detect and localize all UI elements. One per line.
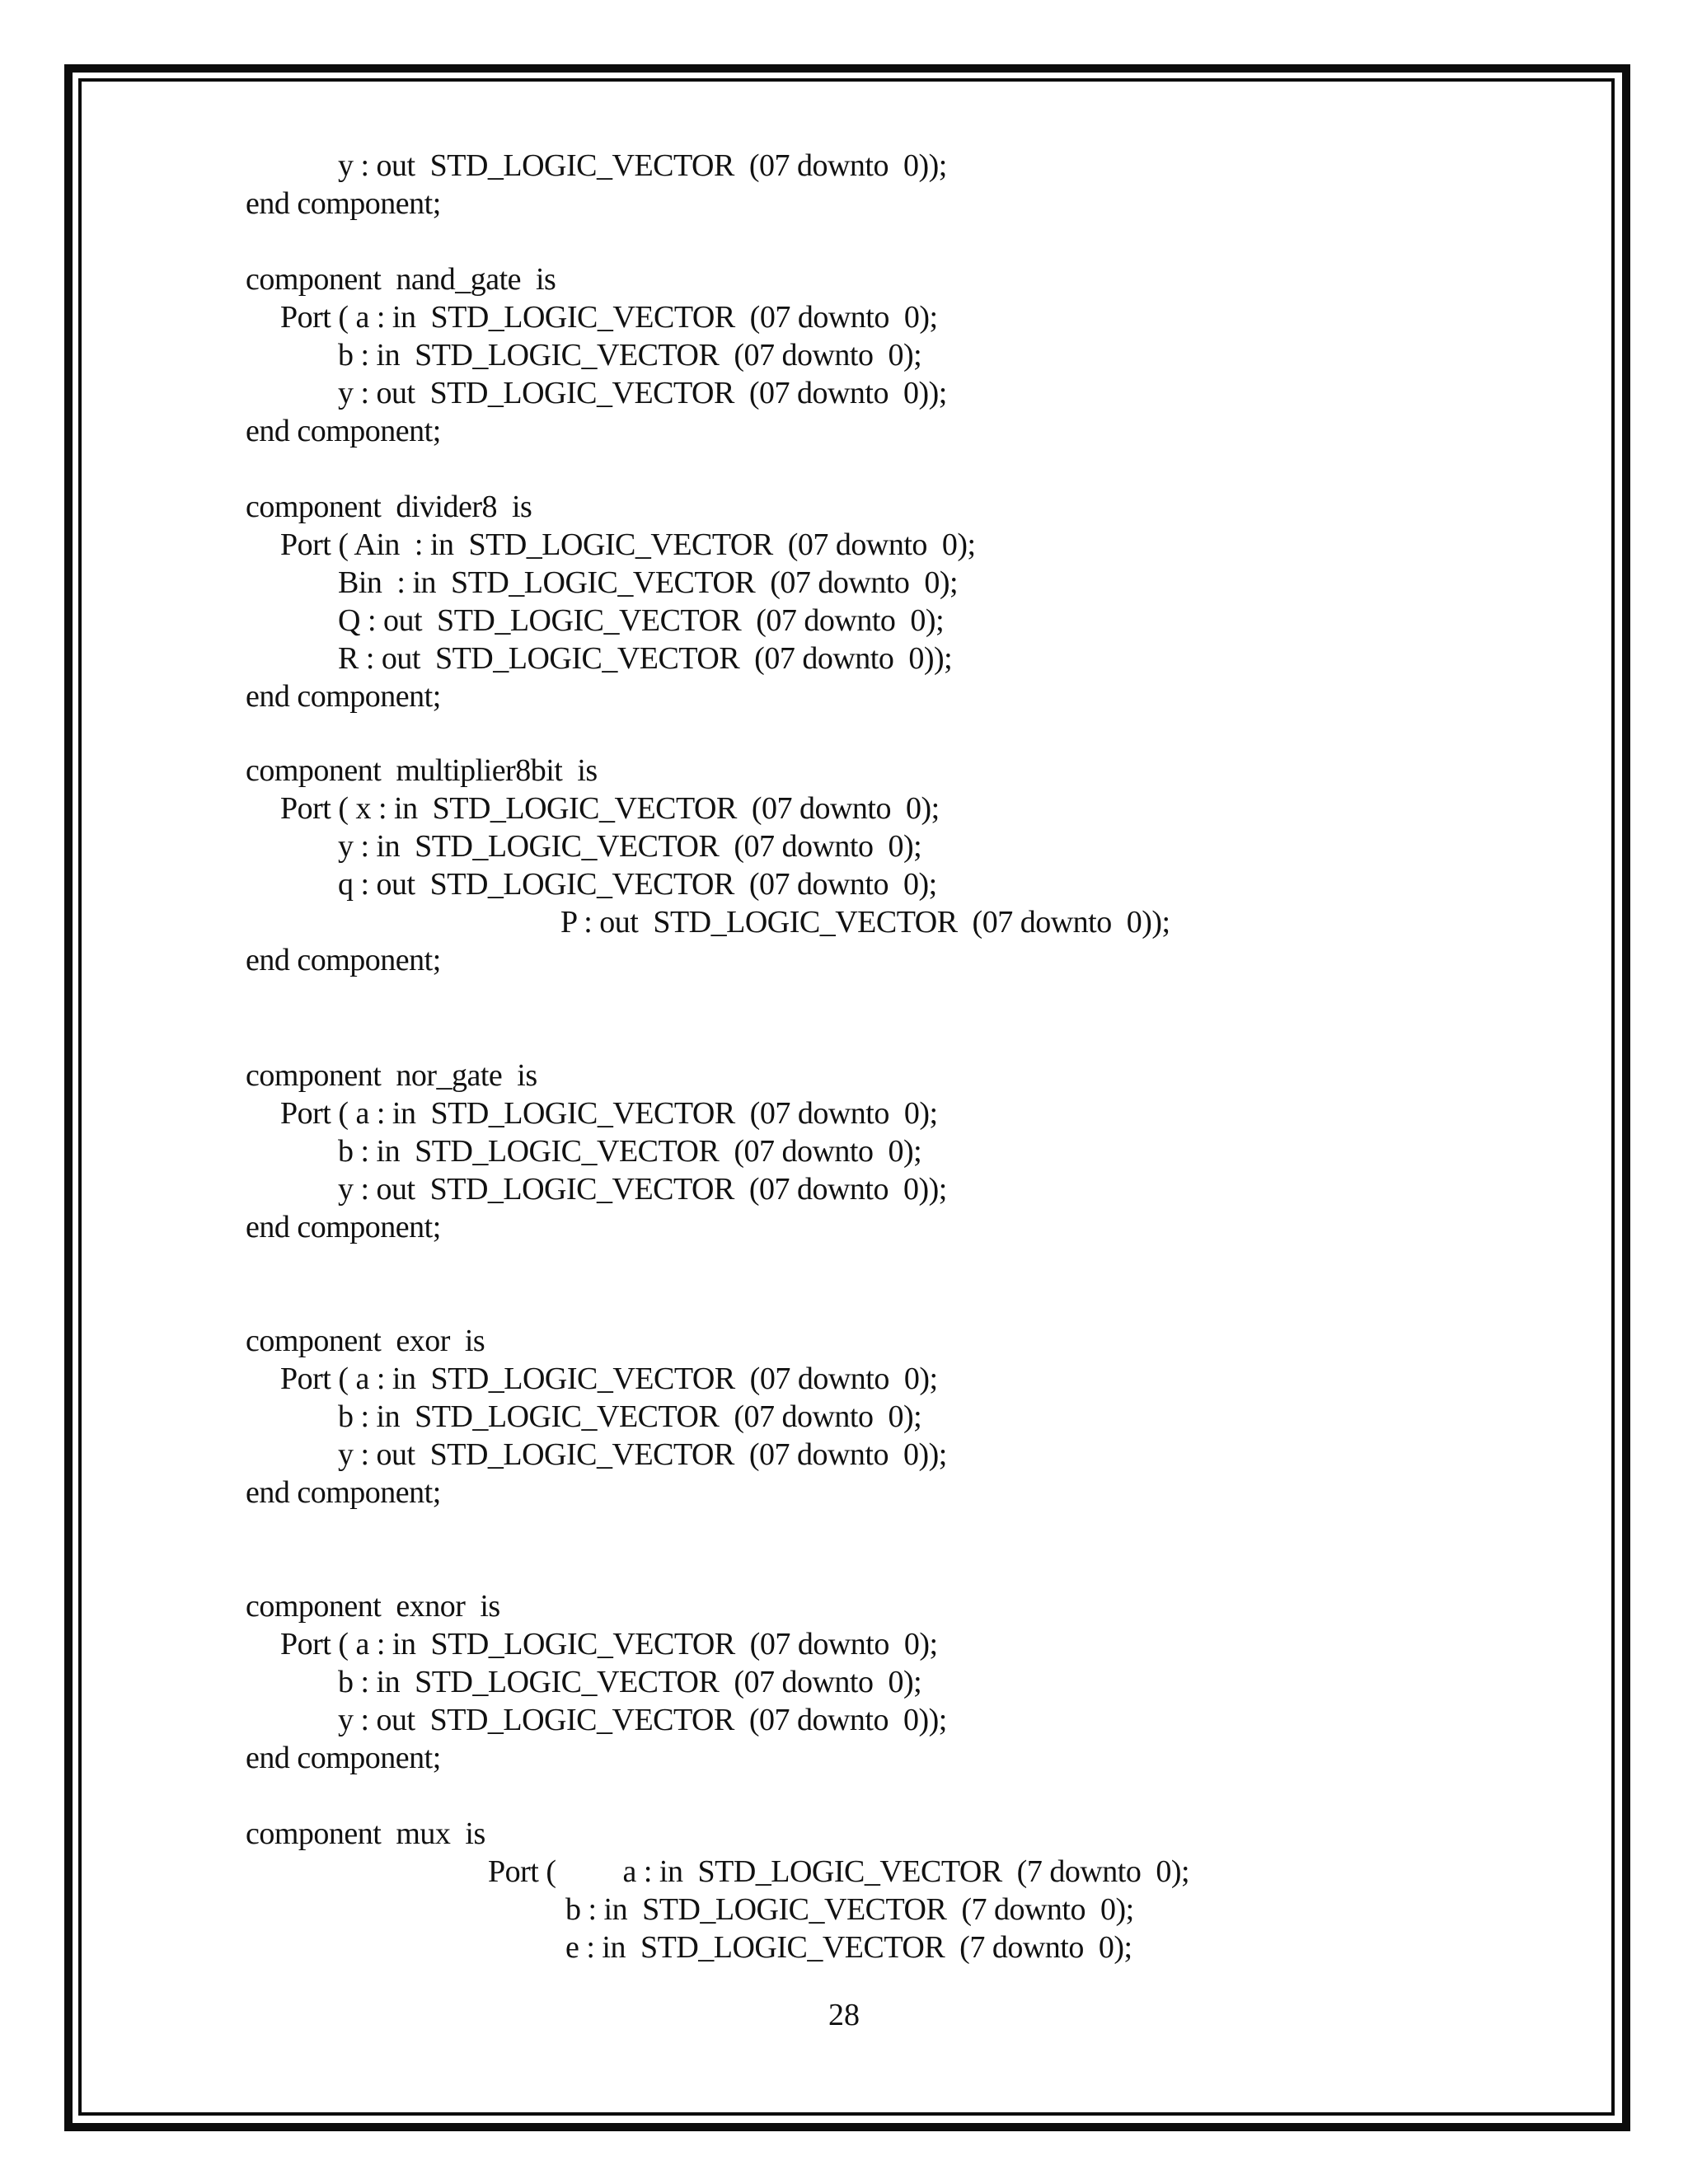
code-line: component divider8 is <box>246 490 532 524</box>
code-line: component nor_gate is <box>246 1058 537 1093</box>
code-line: e : in STD_LOGIC_VECTOR (7 downto 0); <box>565 1930 1132 1965</box>
code-line: Port ( a : in STD_LOGIC_VECTOR (7 downto 0); <box>488 1854 1190 1889</box>
code-line: y : out STD_LOGIC_VECTOR (07 downto 0)); <box>338 1437 947 1472</box>
code-line: y : out STD_LOGIC_VECTOR (07 downto 0)); <box>338 1172 947 1207</box>
code-line: Port ( a : in STD_LOGIC_VECTOR (07 downto 0); <box>280 1361 938 1396</box>
code-line: end component; <box>246 1741 441 1775</box>
code-line: component exnor is <box>246 1589 500 1624</box>
code-line: q : out STD_LOGIC_VECTOR (07 downto 0); <box>338 867 937 902</box>
code-line: component multiplier8bit is <box>246 753 598 788</box>
code-line: component nand_gate is <box>246 262 556 297</box>
code-line: y : out STD_LOGIC_VECTOR (07 downto 0)); <box>338 1703 947 1737</box>
code-line: end component; <box>246 186 441 221</box>
page-number: 28 <box>828 1998 860 2032</box>
code-line: Port ( a : in STD_LOGIC_VECTOR (07 downto 0); <box>280 1627 938 1661</box>
code-line: P : out STD_LOGIC_VECTOR (07 downto 0)); <box>560 905 1170 940</box>
code-line: R : out STD_LOGIC_VECTOR (07 downto 0)); <box>338 641 953 676</box>
code-line: b : in STD_LOGIC_VECTOR (07 downto 0); <box>338 1665 922 1699</box>
code-line: end component; <box>246 1210 441 1244</box>
code-line: component mux is <box>246 1816 485 1851</box>
code-line: component exor is <box>246 1324 485 1358</box>
code-line: b : in STD_LOGIC_VECTOR (07 downto 0); <box>338 1399 922 1434</box>
code-line: y : out STD_LOGIC_VECTOR (07 downto 0)); <box>338 148 947 183</box>
code-line: y : in STD_LOGIC_VECTOR (07 downto 0); <box>338 829 922 864</box>
code-line: b : in STD_LOGIC_VECTOR (7 downto 0); <box>565 1892 1134 1927</box>
code-line: b : in STD_LOGIC_VECTOR (07 downto 0); <box>338 338 922 373</box>
code-line: end component; <box>246 679 441 714</box>
code-line: Port ( Ain : in STD_LOGIC_VECTOR (07 downto 0); <box>280 527 976 562</box>
code-line: Port ( a : in STD_LOGIC_VECTOR (07 downto 0); <box>280 300 938 335</box>
code-line: b : in STD_LOGIC_VECTOR (07 downto 0); <box>338 1134 922 1169</box>
code-line: end component; <box>246 414 441 448</box>
code-line: Bin : in STD_LOGIC_VECTOR (07 downto 0); <box>338 565 959 600</box>
code-line: Q : out STD_LOGIC_VECTOR (07 downto 0); <box>338 603 945 638</box>
code-line: end component; <box>246 943 441 977</box>
code-line: y : out STD_LOGIC_VECTOR (07 downto 0)); <box>338 376 947 410</box>
code-line: Port ( x : in STD_LOGIC_VECTOR (07 downto 0); <box>280 791 940 826</box>
code-line: end component; <box>246 1475 441 1510</box>
code-line: Port ( a : in STD_LOGIC_VECTOR (07 downto 0); <box>280 1096 938 1131</box>
